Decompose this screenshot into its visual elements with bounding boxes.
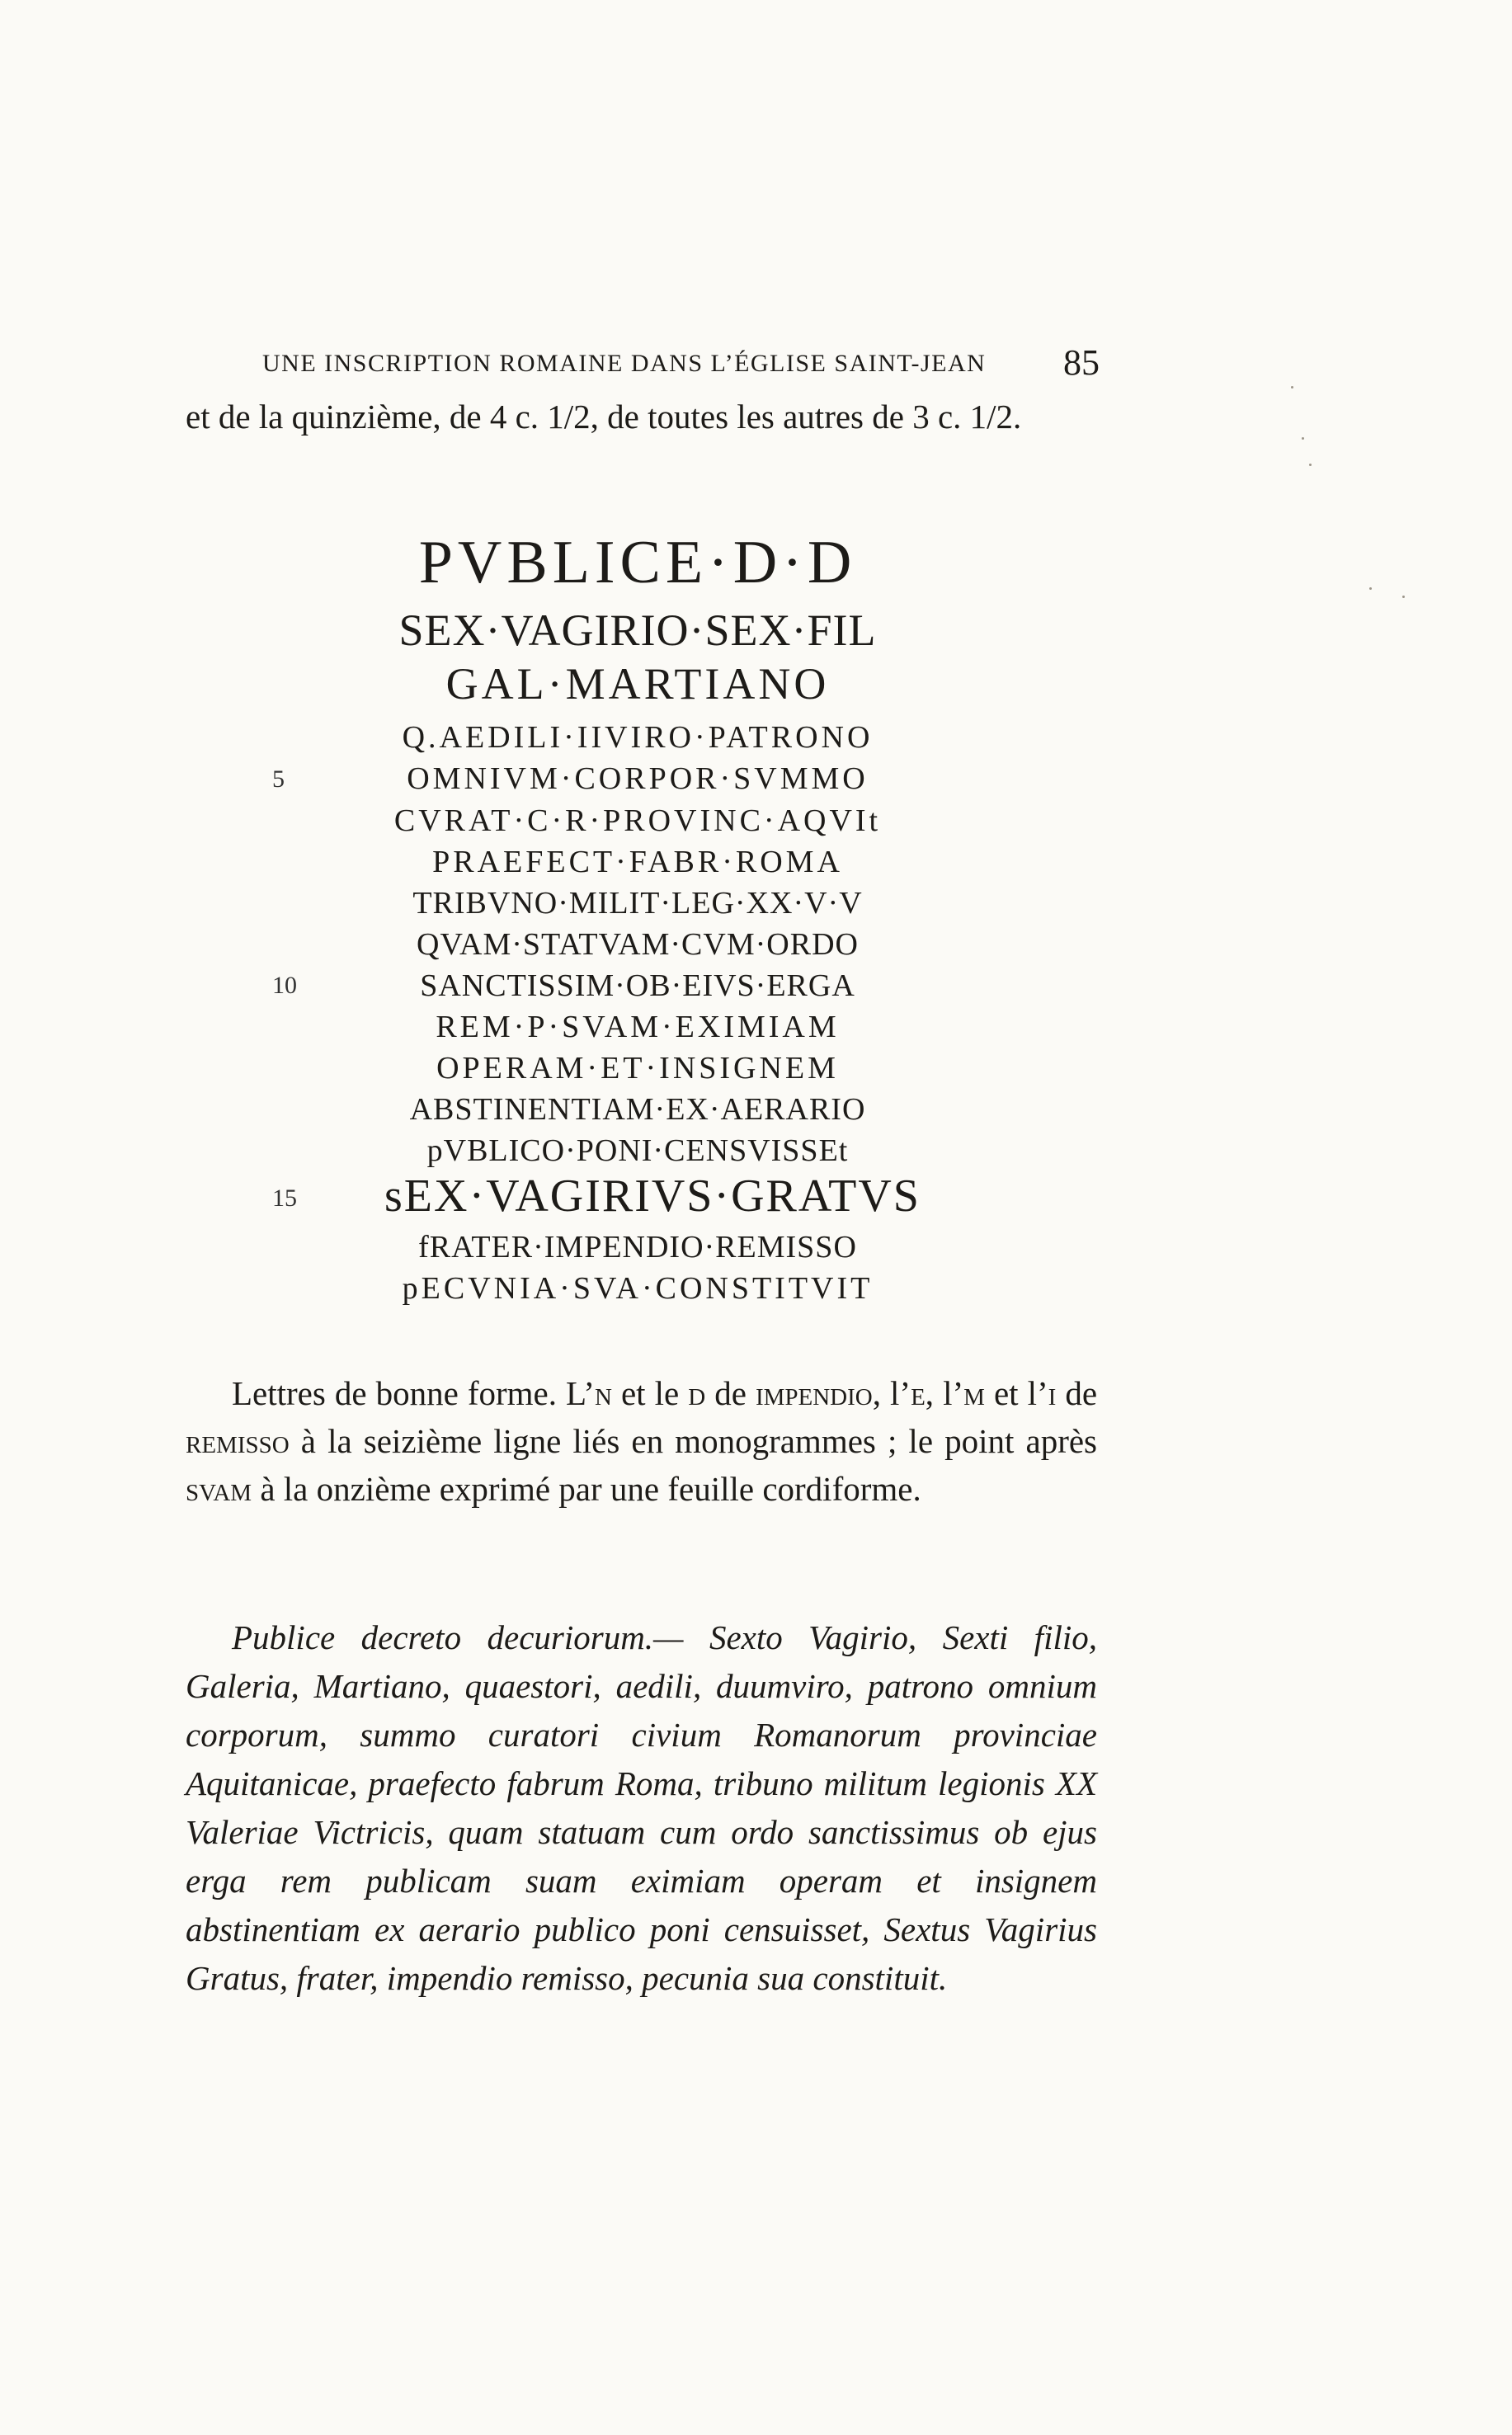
inscription-line-16: fRATER·IMPENDIO·REMISSO (418, 1230, 857, 1265)
notes-text: à la onzième exprimé par une feuille cordiforme. (252, 1470, 921, 1508)
inscription-line-8: TRIBVNO·MILIT·LEG·XX·V·V (412, 886, 863, 921)
paper-speck (1309, 464, 1312, 466)
word-svam: svam (186, 1470, 252, 1508)
line-number-5: 5 (272, 765, 285, 793)
paper-speck (1402, 596, 1405, 598)
page-number: 85 (1063, 342, 1100, 383)
word-impendio: impendio (755, 1374, 873, 1412)
word-remisso: remisso (186, 1422, 290, 1460)
notes-text: de (705, 1374, 756, 1412)
inscription-line-5: OMNIVM·CORPOR·SVMMO (407, 761, 869, 796)
running-head (262, 342, 1100, 386)
inscription-line-11: REM·P·SVAM·EXIMIAM (436, 1010, 840, 1044)
notes-text: et l’ (984, 1374, 1048, 1412)
inscription-line-6: CVRAT·C·R·PROVINC·AQVIt (393, 803, 882, 838)
inscription-line-1: PVBLICE·D·D (418, 529, 857, 596)
inscription-line-9: QVAM·STATVAM·CVM·ORDO (417, 927, 859, 962)
letter-n: n (594, 1374, 612, 1412)
line-number-10: 10 (272, 972, 297, 999)
inscription-line-7: PRAEFECT·FABR·ROMA (432, 845, 843, 879)
notes-text: à la seizième ligne liés en monogrammes ; le point après (289, 1422, 1097, 1460)
inscription-line-12: OPERAM·ET·INSIGNEM (436, 1051, 839, 1086)
inscription-line-4: Q.AEDILI·IIVIRO·PATRONO (402, 720, 874, 755)
notes-text: et le (611, 1374, 689, 1412)
intro-paragraph: et de la quinzième, de 4 c. 1/2, de toutes les autres de 3 c. 1/2. (186, 398, 1022, 436)
paper-speck (1369, 587, 1372, 590)
translation-text: Publice decreto decuriorum.— Sexto Vagirio, Sexti filio, Galeria, Martiano, quaestori, aedili, duumviro, patrono omnium corporum, summo curatori civium Romanorum provinciae Aquitanicae, praefecto fabrum Roma, tribuno militum legionis XX Valeriae Victricis, quam statuam cum ordo sanctissimus ob ejus erga rem publicam suam eximiam operam et insignem abstinentiam ex aerario publico poni censuisset, Sextus Vagirius Gratus, frater, impendio remisso, pecunia sua constituit. (186, 1618, 1097, 1997)
letter-i: i (1048, 1374, 1057, 1412)
inscription-line-17: pECVNIA·SVA·CONSTITVIT (402, 1271, 874, 1306)
line-number-15: 15 (272, 1185, 297, 1212)
inscription-line-3: GAL·MARTIANO (445, 659, 830, 709)
translation-paragraph (186, 1613, 1097, 2003)
paper-speck (1291, 386, 1293, 389)
notes-text: de (1056, 1374, 1098, 1412)
notes-text: , l’ (872, 1374, 911, 1412)
inscription-line-10: SANCTISSIM·OB·EIVS·ERGA (420, 968, 855, 1003)
running-title: UNE INSCRIPTION ROMAINE DANS L’ÉGLISE SAINT-JEAN (262, 350, 987, 377)
notes-text: Lettres de bonne forme. L’ (232, 1374, 595, 1412)
inscription-line-2: SEX·VAGIRIO·SEX·FIL (398, 605, 877, 655)
notes-paragraph (186, 1369, 1097, 1513)
inscription-line-14: pVBLICO·PONI·CENSVISSEt (426, 1133, 849, 1168)
inscription-line-15: sEX·VAGIRIVS·GRATVS (384, 1170, 921, 1222)
paper-speck (1302, 437, 1304, 440)
notes-text: , l’ (925, 1374, 964, 1412)
letter-m: m (963, 1374, 985, 1412)
letter-d: d (688, 1374, 706, 1412)
letter-e: e (911, 1374, 926, 1412)
inscription-line-13: ABSTINENTIAM·EX·AERARIO (409, 1092, 866, 1127)
